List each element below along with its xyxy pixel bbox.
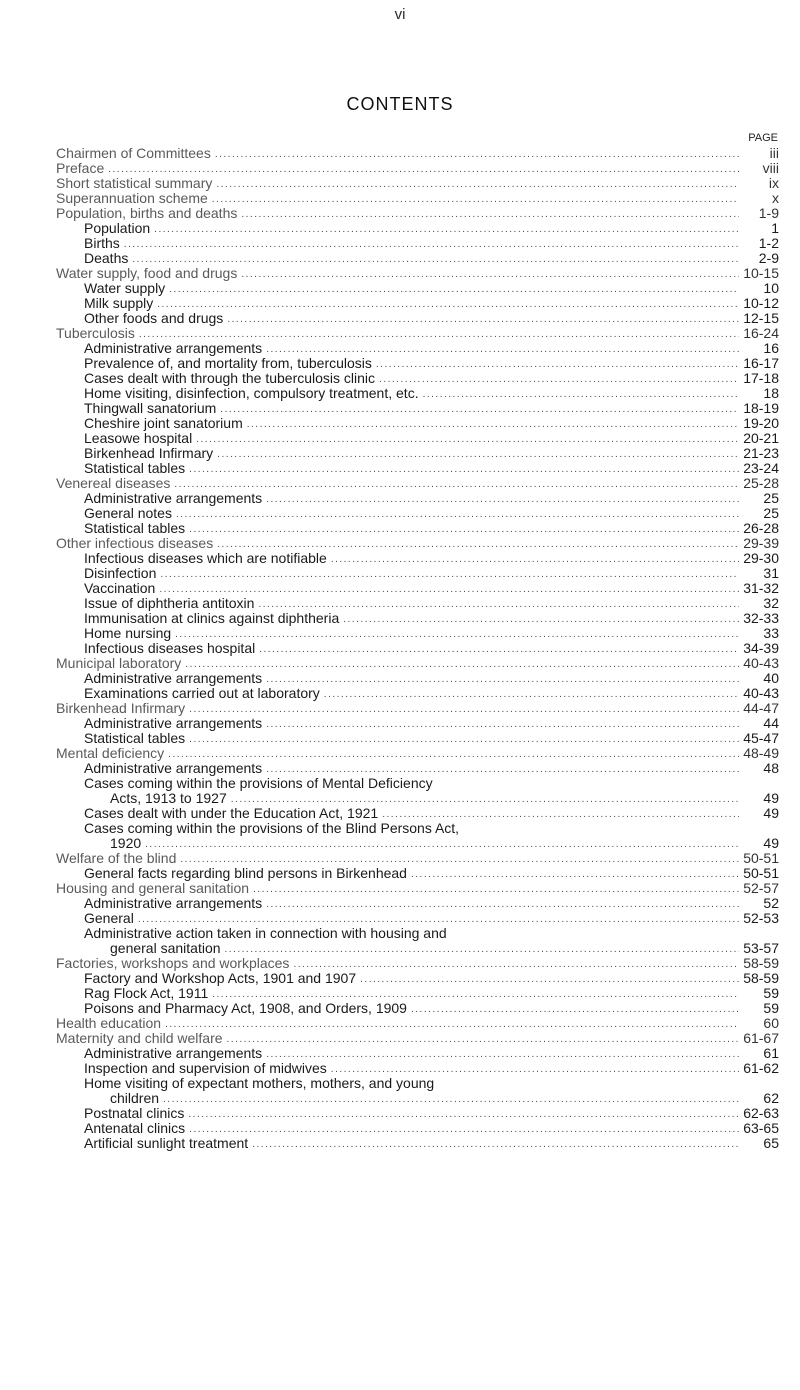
toc-entry — [56, 551, 779, 566]
toc-entry-page: 59 — [739, 986, 779, 1001]
toc-entry-page: 44 — [739, 716, 779, 731]
toc-entry-title: Deaths — [84, 251, 132, 266]
toc-entry — [56, 1136, 779, 1151]
toc-entry-title: Superannuation scheme — [56, 191, 212, 206]
toc-entry-title: Administrative arrangements — [84, 716, 266, 731]
toc-entry-page: 52 — [739, 896, 779, 911]
toc-entry-title: Cases coming within the provisions of the Blind Persons Act, — [84, 821, 463, 836]
toc-entry-page: 53-57 — [739, 941, 779, 956]
toc-entry — [56, 1016, 779, 1031]
toc-entry-title: Administrative arrangements — [84, 761, 266, 776]
toc-entry-page: 25 — [739, 491, 779, 506]
toc-entry-title: Immunisation at clinics against diphtheria — [84, 611, 343, 626]
toc-entry — [56, 536, 779, 551]
toc-entry-page: 31 — [739, 566, 779, 581]
toc-entry — [56, 806, 779, 821]
toc-entry-title: 1920 — [110, 836, 145, 851]
toc-entry-page: 40-43 — [739, 656, 779, 671]
toc-entry-title: Home visiting, disinfection, compulsory treatment, etc. — [84, 386, 423, 401]
toc-entry-title: Infectious diseases which are notifiable — [84, 551, 331, 566]
dot-leader — [360, 971, 739, 986]
toc-entry-page: 1-2 — [739, 236, 779, 251]
toc-entry-title: Inspection and supervision of midwives — [84, 1061, 331, 1076]
toc-entry — [56, 566, 779, 581]
toc-entry-title: Tuberculosis — [56, 326, 139, 341]
toc-entry-title: Thingwall sanatorium — [84, 401, 220, 416]
toc-entry — [56, 266, 779, 281]
dot-leader — [189, 731, 739, 746]
toc-entry-title: Factory and Workshop Acts, 1901 and 1907 — [84, 971, 360, 986]
toc-entry-title: Population — [84, 221, 154, 236]
toc-entry-page: viii — [739, 161, 779, 176]
toc-entry-page: 21-23 — [739, 446, 779, 461]
toc-entry-title: Administrative action taken in connection with housing and — [84, 926, 451, 941]
toc-entry — [56, 1046, 779, 1061]
toc-entry-page: 49 — [739, 806, 779, 821]
toc-entry-title: Infectious diseases hospital — [84, 641, 259, 656]
dot-leader — [220, 401, 739, 416]
toc-entry-title: Administrative arrangements — [84, 341, 266, 356]
toc-entry-page: 1 — [739, 221, 779, 236]
toc-entry-title: Leasowe hospital — [84, 431, 196, 446]
dot-leader — [266, 761, 739, 776]
toc-entry-page: 29-30 — [739, 551, 779, 566]
dot-leader — [258, 596, 739, 611]
page-column-header: PAGE — [748, 132, 778, 144]
toc-entry-page: 40 — [739, 671, 779, 686]
toc-entry — [56, 206, 779, 221]
toc-entry-page: 10-15 — [739, 266, 779, 281]
toc-entry — [56, 161, 779, 176]
toc-entry — [56, 896, 779, 911]
toc-entry — [56, 971, 779, 986]
toc-entry-title: General — [84, 911, 138, 926]
toc-entry — [56, 611, 779, 626]
dot-leader — [324, 686, 739, 701]
toc-entry — [56, 221, 779, 236]
toc-entry-page: 60 — [739, 1016, 779, 1031]
toc-entry — [56, 716, 779, 731]
dot-leader — [196, 431, 739, 446]
toc-entry — [56, 236, 779, 251]
toc-entry — [56, 641, 779, 656]
dot-leader — [185, 656, 739, 671]
toc-entry-page: 44-47 — [739, 701, 779, 716]
toc-entry — [56, 986, 779, 1001]
toc-entry-title: Chairmen of Committees — [56, 146, 215, 161]
toc-entry-page: 25-28 — [739, 476, 779, 491]
toc-entry-page: 50-51 — [739, 866, 779, 881]
dot-leader — [293, 956, 739, 971]
dot-leader — [266, 1046, 739, 1061]
toc-entry — [56, 656, 779, 671]
dot-leader — [174, 476, 739, 491]
toc-entry — [56, 1121, 779, 1136]
dot-leader — [266, 896, 739, 911]
toc-entry-title: Municipal laboratory — [56, 656, 185, 671]
dot-leader — [331, 551, 739, 566]
toc-entry — [56, 1001, 779, 1016]
dot-leader — [241, 266, 739, 281]
toc-entry — [56, 851, 779, 866]
toc-entry-page: 20-21 — [739, 431, 779, 446]
toc-entry-title: Statistical tables — [84, 731, 189, 746]
toc-entry-title: Welfare of the blind — [56, 851, 180, 866]
dot-leader — [379, 371, 739, 386]
dot-leader — [168, 746, 739, 761]
toc-entry-page: 31-32 — [739, 581, 779, 596]
toc-entry-title: Acts, 1913 to 1927 — [110, 791, 231, 806]
dot-leader — [180, 851, 739, 866]
toc-entry — [56, 881, 779, 896]
dot-leader — [212, 191, 739, 206]
toc-entry — [56, 506, 779, 521]
toc-entry-page: 26-28 — [739, 521, 779, 536]
toc-entry — [56, 476, 779, 491]
dot-leader — [212, 986, 739, 1001]
toc-entry-page: 62-63 — [739, 1106, 779, 1121]
dot-leader — [227, 1031, 739, 1046]
toc-entry-title: Population, births and deaths — [56, 206, 241, 221]
toc-entry-page: 49 — [739, 836, 779, 851]
dot-leader — [331, 1061, 739, 1076]
toc-entry-page: 49 — [739, 791, 779, 806]
dot-leader — [266, 716, 739, 731]
toc-entry — [56, 1106, 779, 1121]
toc-entry — [56, 461, 779, 476]
toc-entry-title: Disinfection — [84, 566, 160, 581]
toc-entry-page: 10-12 — [739, 296, 779, 311]
toc-entry — [56, 521, 779, 536]
toc-entry — [56, 341, 779, 356]
toc-entry-title: Preface — [56, 161, 108, 176]
toc-entry — [56, 956, 779, 971]
toc-entry-page: 61-67 — [739, 1031, 779, 1046]
toc-entry-title: Postnatal clinics — [84, 1106, 188, 1121]
toc-entry-page: 34-39 — [739, 641, 779, 656]
toc-entry-title: Cases dealt with under the Education Act, 1921 — [84, 806, 382, 821]
toc-entry-page: 52-53 — [739, 911, 779, 926]
toc-entry — [56, 701, 779, 716]
toc-entry-page: 62 — [739, 1091, 779, 1106]
toc-entry-title: Milk supply — [84, 296, 157, 311]
toc-entry — [56, 416, 779, 431]
toc-entry-page: 32-33 — [739, 611, 779, 626]
toc-entry-title: General notes — [84, 506, 176, 521]
toc-entry — [56, 401, 779, 416]
dot-leader — [165, 1016, 739, 1031]
toc-entry — [56, 431, 779, 446]
dot-leader — [382, 806, 739, 821]
toc-entry-page: 65 — [739, 1136, 779, 1151]
toc-entry-page: 25 — [739, 506, 779, 521]
toc-entry — [56, 491, 779, 506]
dot-leader — [225, 941, 739, 956]
toc-entry-page: 16-17 — [739, 356, 779, 371]
toc-entry-title: Administrative arrangements — [84, 896, 266, 911]
dot-leader — [175, 626, 739, 641]
toc-entry-page: 61-62 — [739, 1061, 779, 1076]
toc-entry — [56, 1061, 779, 1076]
toc-entry — [56, 761, 779, 776]
toc-entry-title: Housing and general sanitation — [56, 881, 253, 896]
toc-entry-title: Cheshire joint sanatorium — [84, 416, 247, 431]
toc-entry-title: Mental deficiency — [56, 746, 168, 761]
toc-entry-title: children — [110, 1091, 163, 1106]
toc-entry-title: Vaccination — [84, 581, 159, 596]
toc-entry — [56, 686, 779, 701]
toc-entry-page: 29-39 — [739, 536, 779, 551]
toc-entry — [56, 581, 779, 596]
toc-entry-title: Health education — [56, 1016, 165, 1031]
dot-leader — [189, 701, 739, 716]
toc-entry — [56, 356, 779, 371]
toc-entry-title: Cases coming within the provisions of Mental Deficiency — [84, 776, 437, 791]
toc-entry-page: 12-15 — [739, 311, 779, 326]
dot-leader — [231, 791, 739, 806]
dot-leader — [189, 461, 739, 476]
toc-entry-title: Issue of diphtheria antitoxin — [84, 596, 258, 611]
toc-entry-page: 33 — [739, 626, 779, 641]
dot-leader — [252, 1136, 739, 1151]
dot-leader — [266, 671, 739, 686]
toc-entry — [56, 596, 779, 611]
toc-entry-title: Statistical tables — [84, 521, 189, 536]
toc-entry — [56, 836, 779, 851]
table-of-contents — [56, 146, 779, 1151]
toc-entry — [56, 821, 779, 836]
toc-entry-page: 10 — [739, 281, 779, 296]
toc-entry-title: Administrative arrangements — [84, 1046, 266, 1061]
toc-entry — [56, 776, 779, 791]
toc-entry-page: 19-20 — [739, 416, 779, 431]
dot-leader — [169, 281, 739, 296]
toc-entry-page: 61 — [739, 1046, 779, 1061]
dot-leader — [217, 446, 739, 461]
dot-leader — [423, 386, 739, 401]
toc-entry-page: 45-47 — [739, 731, 779, 746]
toc-entry-page: 16 — [739, 341, 779, 356]
dot-leader — [139, 326, 739, 341]
toc-entry — [56, 731, 779, 746]
dot-leader — [108, 161, 739, 176]
toc-entry-page: 16-24 — [739, 326, 779, 341]
toc-entry-page: 17-18 — [739, 371, 779, 386]
toc-entry-title: Administrative arrangements — [84, 491, 266, 506]
toc-entry — [56, 866, 779, 881]
toc-entry-title: General facts regarding blind persons in Birkenhead — [84, 866, 411, 881]
toc-entry-page: 18 — [739, 386, 779, 401]
toc-entry — [56, 791, 779, 806]
toc-entry-page: 59 — [739, 1001, 779, 1016]
toc-entry-page: 40-43 — [739, 686, 779, 701]
toc-entry — [56, 296, 779, 311]
dot-leader — [259, 641, 739, 656]
dot-leader — [159, 581, 739, 596]
toc-entry-title: Birkenhead Infirmary — [56, 701, 189, 716]
toc-entry — [56, 1091, 779, 1106]
toc-entry-title: Home nursing — [84, 626, 175, 641]
toc-entry-title: Statistical tables — [84, 461, 189, 476]
toc-entry-title: Birkenhead Infirmary — [84, 446, 217, 461]
dot-leader — [247, 416, 739, 431]
dot-leader — [266, 341, 739, 356]
toc-entry-page: 50-51 — [739, 851, 779, 866]
toc-entry-page: x — [739, 191, 779, 206]
dot-leader — [376, 356, 739, 371]
dot-leader — [227, 311, 739, 326]
toc-entry-title: Cases dealt with through the tuberculosis clinic — [84, 371, 379, 386]
toc-entry-title: Artificial sunlight treatment — [84, 1136, 252, 1151]
toc-entry-title: Factories, workshops and workplaces — [56, 956, 293, 971]
dot-leader — [160, 566, 739, 581]
toc-entry — [56, 371, 779, 386]
toc-entry-page: 23-24 — [739, 461, 779, 476]
dot-leader — [138, 911, 739, 926]
contents-title: CONTENTS — [346, 94, 454, 114]
dot-leader — [132, 251, 739, 266]
toc-entry — [56, 326, 779, 341]
toc-entry-title: Poisons and Pharmacy Act, 1908, and Orders, 1909 — [84, 1001, 411, 1016]
toc-entry — [56, 176, 779, 191]
dot-leader — [157, 296, 739, 311]
page-number: vi — [394, 6, 406, 23]
toc-entry-title: Other infectious diseases — [56, 536, 217, 551]
toc-entry — [56, 446, 779, 461]
dot-leader — [145, 836, 739, 851]
toc-entry-page: 48 — [739, 761, 779, 776]
dot-leader — [241, 206, 739, 221]
toc-entry — [56, 1076, 779, 1091]
toc-entry — [56, 746, 779, 761]
toc-entry — [56, 191, 779, 206]
dot-leader — [215, 146, 739, 161]
toc-entry — [56, 311, 779, 326]
toc-entry-title: general sanitation — [110, 941, 225, 956]
dot-leader — [154, 221, 739, 236]
toc-entry — [56, 626, 779, 641]
toc-entry-title: Home visiting of expectant mothers, mothers, and young — [84, 1076, 438, 1091]
toc-entry — [56, 281, 779, 296]
toc-entry-page: 52-57 — [739, 881, 779, 896]
dot-leader — [189, 1121, 739, 1136]
toc-entry — [56, 941, 779, 956]
toc-entry — [56, 146, 779, 161]
dot-leader — [217, 536, 739, 551]
dot-leader — [163, 1091, 739, 1106]
toc-entry-title: Water supply — [84, 281, 169, 296]
toc-entry-page: 2-9 — [739, 251, 779, 266]
toc-entry-title: Other foods and drugs — [84, 311, 227, 326]
dot-leader — [124, 236, 739, 251]
toc-entry-title: Venereal diseases — [56, 476, 174, 491]
dot-leader — [216, 176, 739, 191]
toc-entry-title: Examinations carried out at laboratory — [84, 686, 324, 701]
dot-leader — [188, 1106, 739, 1121]
toc-entry-title: Prevalence of, and mortality from, tuberculosis — [84, 356, 376, 371]
dot-leader — [266, 491, 739, 506]
toc-entry — [56, 926, 779, 941]
dot-leader — [343, 611, 739, 626]
toc-entry — [56, 911, 779, 926]
toc-entry — [56, 386, 779, 401]
toc-entry-page: 48-49 — [739, 746, 779, 761]
toc-entry-title: Water supply, food and drugs — [56, 266, 241, 281]
toc-entry-page: 58-59 — [739, 971, 779, 986]
toc-entry-page: ix — [739, 176, 779, 191]
toc-entry-title: Short statistical summary — [56, 176, 216, 191]
toc-entry-page: 32 — [739, 596, 779, 611]
toc-entry — [56, 251, 779, 266]
dot-leader — [176, 506, 739, 521]
toc-entry-title: Births — [84, 236, 124, 251]
toc-entry-title: Antenatal clinics — [84, 1121, 189, 1136]
toc-entry-page: 1-9 — [739, 206, 779, 221]
dot-leader — [411, 866, 739, 881]
toc-entry — [56, 1031, 779, 1046]
toc-entry-title: Maternity and child welfare — [56, 1031, 227, 1046]
toc-entry-page: 58-59 — [739, 956, 779, 971]
toc-entry-page: iii — [739, 146, 779, 161]
dot-leader — [411, 1001, 739, 1016]
toc-entry — [56, 671, 779, 686]
toc-entry-title: Rag Flock Act, 1911 — [84, 986, 212, 1001]
toc-entry-page: 18-19 — [739, 401, 779, 416]
dot-leader — [189, 521, 739, 536]
dot-leader — [253, 881, 739, 896]
toc-entry-page: 63-65 — [739, 1121, 779, 1136]
toc-entry-title: Administrative arrangements — [84, 671, 266, 686]
